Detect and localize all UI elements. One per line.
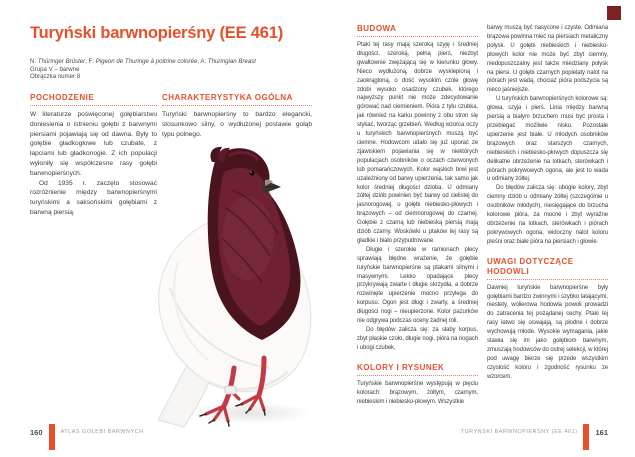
paragraph: Od 1935 r. zaczęto stosować rozróżnienie między barwnopierśnymi turyńskimi a saksońskimi gołębiami z barwną piersią.: [30, 179, 157, 216]
paragraph: Do błędów zalicza się: ubogie kolory, zbyt ciemny dziób u odmiany żółtej (szczególnie u osobników młodych), niesięgające do brzucha kolorowe pióra, za mocne i zbyt wyraźne obrzeżenie na lotkach, sterówkach i piórach pokrywowych ogona, widoczny nalot koloru pleśni oraz białe pióra na piersiach i głowie.: [487, 185, 608, 245]
section-heading-origin: POCHODZENIE: [30, 93, 157, 106]
paragraph: Ptaki tej rasy mają szeroką szyję i średniej długości, szeroką, pełną pierś, niezbyt gwałtownie zwężającą się w kierunku głowy. Nieco wydłużoną, dobrze wysklepioną i zaokrągloną, o dość wysokim czole głowę zdobi wysoko osadzony czubek, którego najwyższy punkt nie może zdecydowanie górować nad ciemieniem. Pióra z tyłu czubka, jak również na karku powinny z obu stron się stykać, tworząc grzebień. Według wzorca oczy u turyńskich barwnopierśnych muszą być ciemne. Hodowcom udało się już uporać ze zjawiskiem pojawiania się w niektórych populacjach osobników o oczach czerwonych lub pomarańczowych. Kolor wąskich brwi jest uzależniony od barwy upierzenia, tak samo jak kolor średniej długości dzioba. U odmiany żółtej dziób powinien być barwy od cielistej do jasnorogowej, u gołębi niebiesko-płowych i brązowych – od ciemnorogowej do czarnej. Gołębie z czarną lub niebieską piersią mają dziób czarny. Woskówki u ptaków tej rasy są gładkie i biało przypudrowane.: [357, 42, 478, 244]
paragraph: W literaturze poświęconej gołębiarstwu doniesienia o istnieniu gołębi z barwnymi piersiami pojawiają się od dawna. Były to gołębie gładkogłowe lub czubate, z łapciami lub gładkonogie. Z ich populacji wyłoniły się współczesne rasy gołębi barwnopierśnych.: [30, 111, 157, 177]
section-heading-build: BUDOWA: [357, 24, 478, 37]
breed-names-line: N: Thüringer Brüster, F: Pigeon de Thuringe à poitrine colorée, A: Thuringian Breast: [30, 58, 256, 65]
footer-right: [461, 426, 608, 450]
book-title: ATLAS GOŁĘBI BARWNYCH: [60, 429, 144, 435]
paragraph: Dawniej turyńskie barwnopierśne były gołębiami bardzo zwinnymi i szybko latającymi, niestety, wolierowa hodowla powoli prowadzi do zatracenia tej pożądanej cechy. Ptaki tej rasy łatwo się oswajają, są płodne i dobrze wychowują młode. Wysokie wymagania, jakie stawia się im jako gołębiom barwnym, zmuszają hodowców do ostrej selekcji, w której pod uwagę bierze się przede wszystkim czystość koloru i zgodność rysunku ze wzorcem.: [487, 284, 608, 380]
column-colors-continued: [487, 24, 608, 392]
paragraph: Długie i szerokie w ramionach plecy sprawiają błędne wrażenie, że gołębie turyńskie barwnopierśne są ptakami silnymi i masywnymi. Lekko opadające plecy przykrywają zwarte i długie skrzydła, a dobrze rozwinięte upierzenie mocno przylega do korpusu. Ogon jest długi i zwarty, a średniej długości nogi – nieupierzone. Kolor pazurków nie odgrywa podczas oceny żadnej roli.: [357, 246, 478, 325]
breed-names-block: [30, 58, 256, 81]
footer-accent-bar: [49, 424, 55, 450]
page-number-left: 160: [30, 428, 43, 437]
section-heading-breeding: UWAGI DOTYCZĄCE HODOWLI: [487, 257, 608, 280]
paragraph: U turyńskich barwnopierśnych kolorowe są: głowa, szyja i pierś. Linia między barwną piersią a białym brzuchem musi być prosta i przebiegać możliwie nisko. Pozostałe upierzenie jest białe. U młodych osobników brązowych oraz starszych czarnych, niebieskich i niebiesko-płowych dopuszcza się delikatne obrzeżenie na lotkach, sterówkach i piórach pokrywowych ogona, ale jest to wada u odmiany żółtej.: [487, 96, 608, 183]
leg-ring: [225, 386, 236, 394]
paragraph: barwy muszą być nasycone i czyste. Odmiana brązowa powinna mieć na piersiach metaliczny połysk. U gołębi niebieskich i niebiesko-płowych kolor nie może być zbyt ciemny, niedopuszczalny jest także miedziany połysk na piersi. U gołębi czarnych popielaty nalot na piórach jest wadą, chociaż pióra podszycia są nieco jaśniejsze.: [487, 25, 608, 94]
column-general: [162, 93, 312, 149]
page-number-right: 161: [595, 428, 608, 437]
paragraph: Turyński barwnopierśny to bardzo elegancki, stosunkowo silny, o wydłużonej postawie gołąb typu polnego.: [162, 111, 312, 138]
ring-line: Obrączka numer 8: [30, 73, 81, 81]
footer-left: [30, 426, 144, 450]
column-build: [357, 24, 478, 416]
pigeon-photo: [148, 146, 338, 431]
footer-accent-bar: [583, 424, 589, 450]
paragraph: Turyńskie barwnopierśne występują w pięciu kolorach: brązowym, żółtym, czarnym, niebieskim i niebiesko-płowym. Wszystkie: [357, 380, 478, 405]
chapter-title: TURYŃSKI BARWNOPIERŚNY (EE 461): [460, 429, 578, 435]
paragraph: Do błędów zalicza się: za słaby korpus, zbyt płaskie czoło, długie nogi, pióra na nogach i ubogi czubek.: [357, 327, 478, 351]
pigeon-beak: [263, 180, 281, 193]
section-heading-general: CHARAKTERYSTYKA OGÓLNA: [162, 93, 312, 106]
column-origin: [30, 93, 157, 228]
page-color-tab: [607, 6, 621, 20]
pigeon-eye: [249, 170, 256, 177]
group-line: Grupa V – barwne: [30, 65, 80, 73]
page-title: Turyński barwnopierśny (EE 461): [30, 24, 283, 42]
section-heading-colors: KOLORY I RYSUNEK: [357, 363, 478, 376]
